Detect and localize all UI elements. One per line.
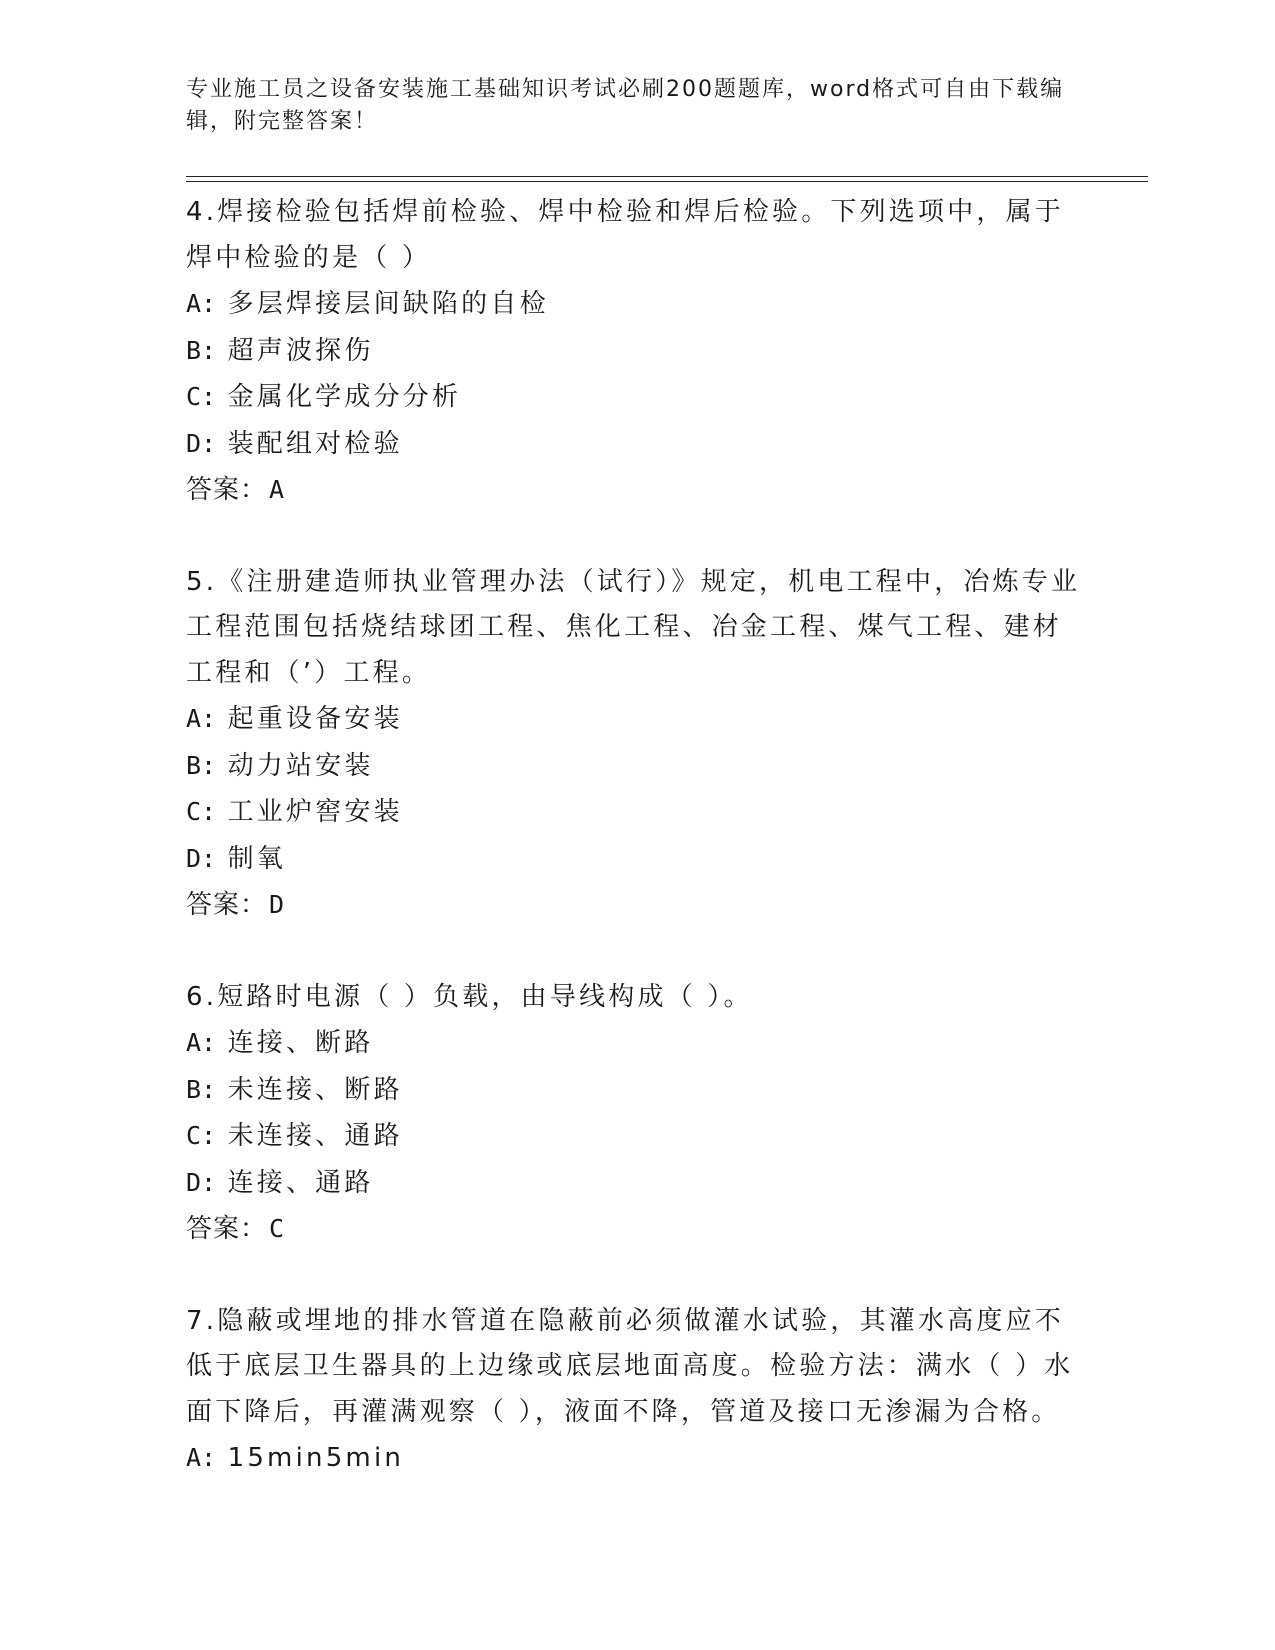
answer-value: C	[269, 1214, 285, 1243]
option-letter: A:	[186, 1443, 217, 1472]
question-list	[186, 190, 1086, 1528]
question-text: 7.隐蔽或埋地的排水管道在隐蔽前必须做灌水试验，其灌水高度应不低于底层卫生器具的上边缘或底层地面高度。检验方法：满水（ ）水面下降后，再灌满观察（ ），液面不降，管道及接口无渗漏为合格。	[186, 1305, 1074, 1427]
option-text: 连接、通路	[227, 1167, 374, 1198]
option-letter: D:	[186, 843, 217, 873]
option-text: 装配组对检验	[227, 428, 403, 459]
option-c	[186, 789, 1086, 836]
option-text: 制氧	[227, 843, 286, 874]
option-letter: A:	[186, 289, 217, 318]
question-text: 6.短路时电源（ ）负载，由导线构成（ ）。	[186, 981, 753, 1012]
option-c	[186, 1113, 1086, 1160]
question-4	[186, 190, 1086, 514]
option-b	[186, 743, 1086, 790]
answer-value: D	[269, 890, 285, 919]
option-a	[186, 696, 1086, 743]
option-b	[186, 328, 1086, 375]
question-text: 4.焊接检验包括焊前检验、焊中检验和焊后检验。下列选项中，属于焊中检验的是（ ）	[186, 197, 1065, 273]
option-letter: C:	[186, 382, 217, 411]
answer-value: A	[269, 475, 285, 504]
answer-line	[186, 1206, 1086, 1253]
option-d	[186, 421, 1086, 468]
option-text: 超声波探伤	[227, 335, 374, 366]
option-letter: D:	[186, 428, 217, 458]
question-text: 5.《注册建造师执业管理办法（试行）》规定，机电工程中，冶炼专业工程范围包括烧结球团工程、焦化工程、冶金工程、煤气工程、建材工程和（’）工程。	[186, 566, 1081, 688]
answer-label: 答案：	[186, 890, 268, 920]
option-letter: C:	[186, 797, 217, 826]
option-c	[186, 374, 1086, 421]
option-text: 起重设备安装	[227, 704, 403, 734]
option-text: 15min5min	[227, 1443, 405, 1473]
option-letter: A:	[186, 704, 217, 733]
question-5	[186, 560, 1086, 929]
header-divider-bottom	[186, 181, 1148, 182]
option-text: 工业炉窖安装	[227, 797, 403, 827]
option-letter: B:	[186, 335, 217, 365]
option-a	[186, 1020, 1086, 1067]
answer-line	[186, 882, 1086, 929]
option-text: 多层焊接层间缺陷的自检	[227, 289, 549, 319]
answer-label: 答案：	[186, 1214, 268, 1244]
option-letter: D:	[186, 1167, 217, 1197]
option-letter: B:	[186, 1074, 217, 1104]
document-header: 专业施工员之设备安装施工基础知识考试必刷200题题库，word格式可自由下载编辑，附完整答案！	[186, 77, 1065, 134]
option-letter: C:	[186, 1121, 217, 1150]
option-letter: A:	[186, 1028, 217, 1057]
option-text: 未连接、断路	[227, 1074, 403, 1105]
option-text: 连接、断路	[227, 1028, 374, 1058]
option-text: 金属化学成分分析	[227, 382, 462, 412]
option-a	[186, 1435, 1086, 1482]
header-divider-top	[186, 176, 1148, 177]
option-d	[186, 1160, 1086, 1207]
answer-line	[186, 467, 1086, 514]
option-text: 未连接、通路	[227, 1121, 403, 1151]
answer-label: 答案：	[186, 475, 268, 505]
option-d	[186, 836, 1086, 883]
option-a	[186, 281, 1086, 328]
option-text: 动力站安装	[227, 750, 374, 781]
option-letter: B:	[186, 750, 217, 780]
option-b	[186, 1067, 1086, 1114]
question-6	[186, 975, 1086, 1253]
question-7	[186, 1299, 1086, 1482]
